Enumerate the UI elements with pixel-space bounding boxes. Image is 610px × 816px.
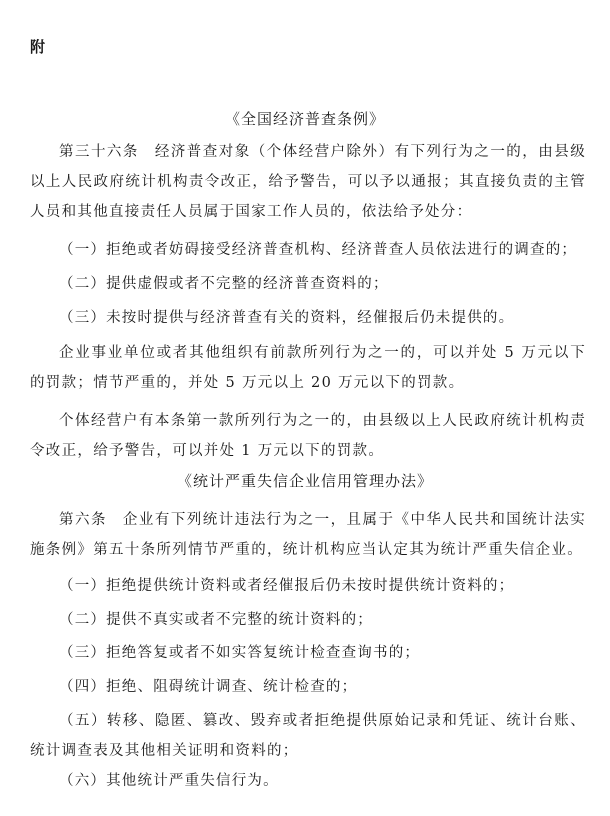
- appendix-label: 附: [30, 38, 46, 56]
- section2-item-3: （三）拒绝答复或者不如实答复统计检查查询书的；: [59, 645, 421, 661]
- section2-title: 《统计严重失信企业信用管理办法》: [176, 472, 433, 490]
- section1-para2: 企业事业单位或者其他组织有前款所列行为之一的，可以并处 5 万元以下的罚款；情节严重的，并处 5 万元以上 20 万元以下的罚款。: [30, 345, 586, 391]
- section1-title: 《全国经济普查条例》: [224, 110, 385, 128]
- section1-article: 第三十六条 经济普查对象（个体经营户除外）有下列行为之一的，由县级以上人民政府统计机构责令改正，给予警告，可以予以通报；其直接负责的主管人员和其他直接责任人员属于国家工作人员的，依法给予处分：: [30, 144, 586, 220]
- section1-item-3: （三）未按时提供与经济普查有关的资料，经催报后仍未提供的。: [59, 310, 515, 326]
- section1-para3: 个体经营户有本条第一款所列行为之一的，由县级以上人民政府统计机构责令改正，给予警告，可以并处 1 万元以下的罚款。: [30, 413, 586, 459]
- section2-item-4: （四）拒绝、阻碍统计调查、统计检查的；: [59, 679, 358, 695]
- section2-article: 第六条 企业有下列统计违法行为之一，且属于《中华人民共和国统计法实施条例》第五十条所列情节严重的，统计机构应当认定其为统计严重失信企业。: [30, 512, 586, 558]
- section1-item-1: （一）拒绝或者妨碍接受经济普查机构、经济普查人员依法进行的调查的；: [59, 242, 578, 258]
- section2-item-1: （一）拒绝提供统计资料或者经催报后仍未按时提供统计资料的；: [59, 578, 515, 594]
- section2-item-2: （二）提供不真实或者不完整的统计资料的；: [59, 612, 373, 628]
- section2-item-6: （六）其他统计严重失信行为。: [59, 773, 279, 789]
- section2-item-5: （五）转移、隐匿、篡改、毁弃或者拒绝提供原始记录和凭证、统计台账、统计调查表及其他相关证明和资料的；: [30, 713, 586, 759]
- section1-item-2: （二）提供虚假或者不完整的经济普查资料的；: [59, 276, 389, 292]
